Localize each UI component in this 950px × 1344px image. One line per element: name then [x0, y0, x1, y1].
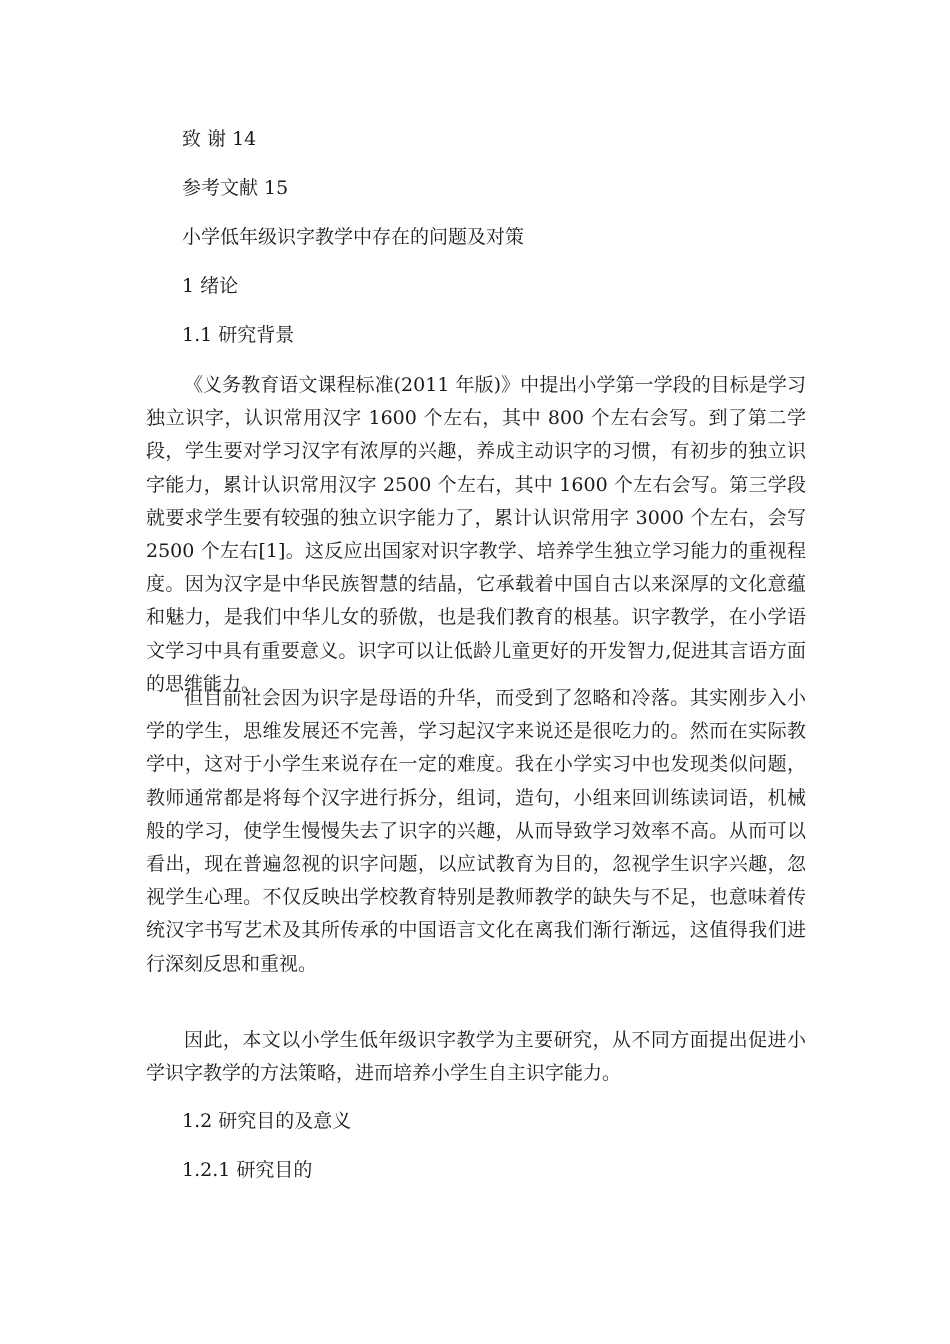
body-paragraph: 《义务教育语文课程标准(2011 年版)》中提出小学第一学段的目标是学习独立识字，认识常用汉字 1600 个左右，其中 800 个左右会写。到了第二学段，学生要对学习汉字有浓厚的兴趣，养成主动识字的习惯，有初步的独立识字能力，累计认识常用汉字 2500 个左右，其中 1600 个左右会写。第三学段就要求学生要有较强的独立识字能力了，累计认识常用字 3000 个左右，会写 2500 个左右[1]。这反应出国家对识字教学、培养学生独立学习能力的重视程度。因为汉字是中华民族智慧的结晶，它承载着中国自古以来深厚的文化意蕴和魅力，是我们中华儿女的骄傲，也是我们教育的根基。识字教学，在小学语文学习中具有重要意义。识字可以让低龄儿童更好的开发智力,促进其言语方面的思维能力。	[146, 374, 806, 695]
subsection-heading: 1.2.1 研究目的	[182, 1159, 313, 1181]
document-title: 小学低年级识字教学中存在的问题及对策	[182, 226, 525, 248]
body-paragraph: 但目前社会因为识字是母语的升华，而受到了忽略和冷落。其实刚步入小学的学生，思维发展还不完善，学习起汉字来说还是很吃力的。然而在实际教学中，这对于小学生来说存在一定的难度。我在小学实习中也发现类似问题，教师通常都是将每个汉字进行拆分，组词，造句，小组来回训练读词语，机械般的学习，使学生慢慢失去了识字的兴趣，从而导致学习效率不高。从而可以看出，现在普遍忽视的识字问题，以应试教育为目的，忽视学生识字兴趣，忽视学生心理。不仅反映出学校教育特别是教师教学的缺失与不足，也意味着传统汉字书写艺术及其所传承的中国语言文化在离我们渐行渐远，这值得我们进行深刻反思和重视。	[146, 687, 806, 975]
toc-acknowledgement: 致 谢 14	[182, 128, 257, 150]
chapter-heading: 1 绪论	[182, 275, 239, 297]
section-heading: 1.1 研究背景	[182, 324, 295, 346]
toc-references: 参考文献 15	[182, 177, 289, 199]
body-paragraph: 因此，本文以小学生低年级识字教学为主要研究，从不同方面提出促进小学识字教学的方法策略，进而培养小学生自主识字能力。	[146, 1029, 806, 1085]
section-heading: 1.2 研究目的及意义	[182, 1110, 352, 1132]
